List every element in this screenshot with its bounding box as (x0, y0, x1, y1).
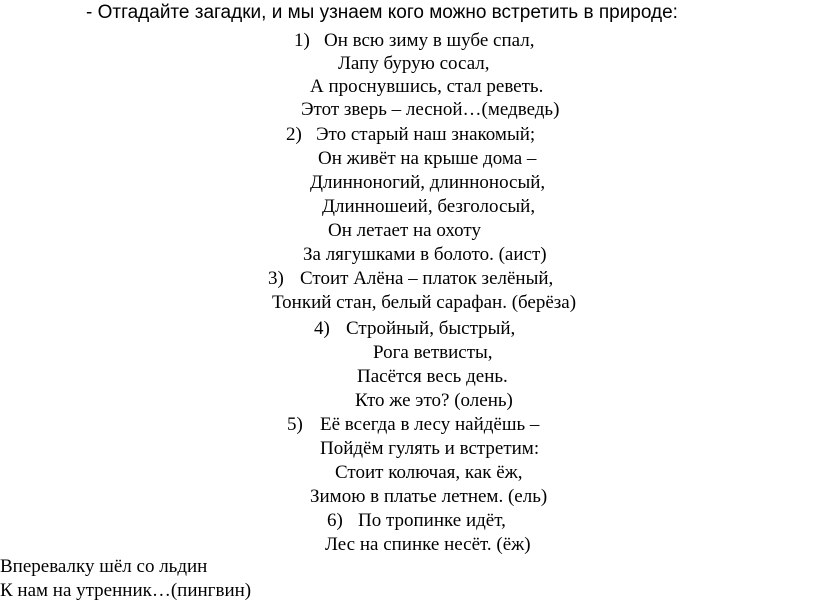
riddle-number: 2) (286, 124, 302, 145)
riddle-line: Этот зверь – лесной…(медведь) (301, 99, 560, 120)
riddle-line: Стройный, быстрый, (346, 318, 516, 339)
riddle-line: Лапу бурую сосал, (338, 53, 490, 74)
riddle-line: Рога ветвисты, (373, 342, 493, 363)
riddle-line: Кто же это? (олень) (355, 390, 513, 411)
riddle-line: Зимою в платье летнем. (ель) (310, 486, 548, 507)
riddle-number: 3) (268, 268, 284, 289)
riddle-line: Он живёт на крыше дома – (318, 148, 537, 169)
riddle-line: Это старый наш знакомый; (316, 124, 536, 145)
riddle-number: 6) (327, 510, 343, 531)
riddle-line: Стоит Алёна – платок зелёный, (300, 268, 554, 289)
riddle-line: Тонкий стан, белый сарафан. (берёза) (272, 292, 577, 313)
riddle-number: 4) (314, 318, 330, 339)
riddle-line: Длинношеий, безголосый, (322, 196, 536, 217)
intro-line: - Отгадайте загадки, и мы узнаем кого можно встретить в природе: (86, 2, 678, 23)
riddle-line: Он всю зиму в шубе спал, (324, 30, 535, 51)
extra-line: Вперевалку шёл со льдин (0, 556, 208, 577)
riddle-line: За лягушками в болото. (аист) (303, 244, 547, 265)
riddle-line: По тропинке идёт, (358, 510, 506, 531)
riddle-number: 1) (294, 30, 310, 51)
riddle-line: Пасётся весь день. (357, 366, 508, 387)
riddle-line: Длинноногий, длинноносый, (310, 172, 546, 193)
riddle-line: Пойдём гулять и встретим: (320, 438, 540, 459)
riddle-line: Лес на спинке несёт. (ёж) (325, 534, 531, 555)
extra-line: К нам на утренник…(пингвин) (0, 580, 252, 601)
riddle-number: 5) (287, 414, 303, 435)
riddle-line: А проснувшись, стал реветь. (310, 76, 544, 97)
riddle-line: Её всегда в лесу найдёшь – (320, 414, 540, 435)
riddle-line: Стоит колючая, как ёж, (335, 462, 523, 483)
riddle-line: Он летает на охоту (328, 220, 481, 241)
